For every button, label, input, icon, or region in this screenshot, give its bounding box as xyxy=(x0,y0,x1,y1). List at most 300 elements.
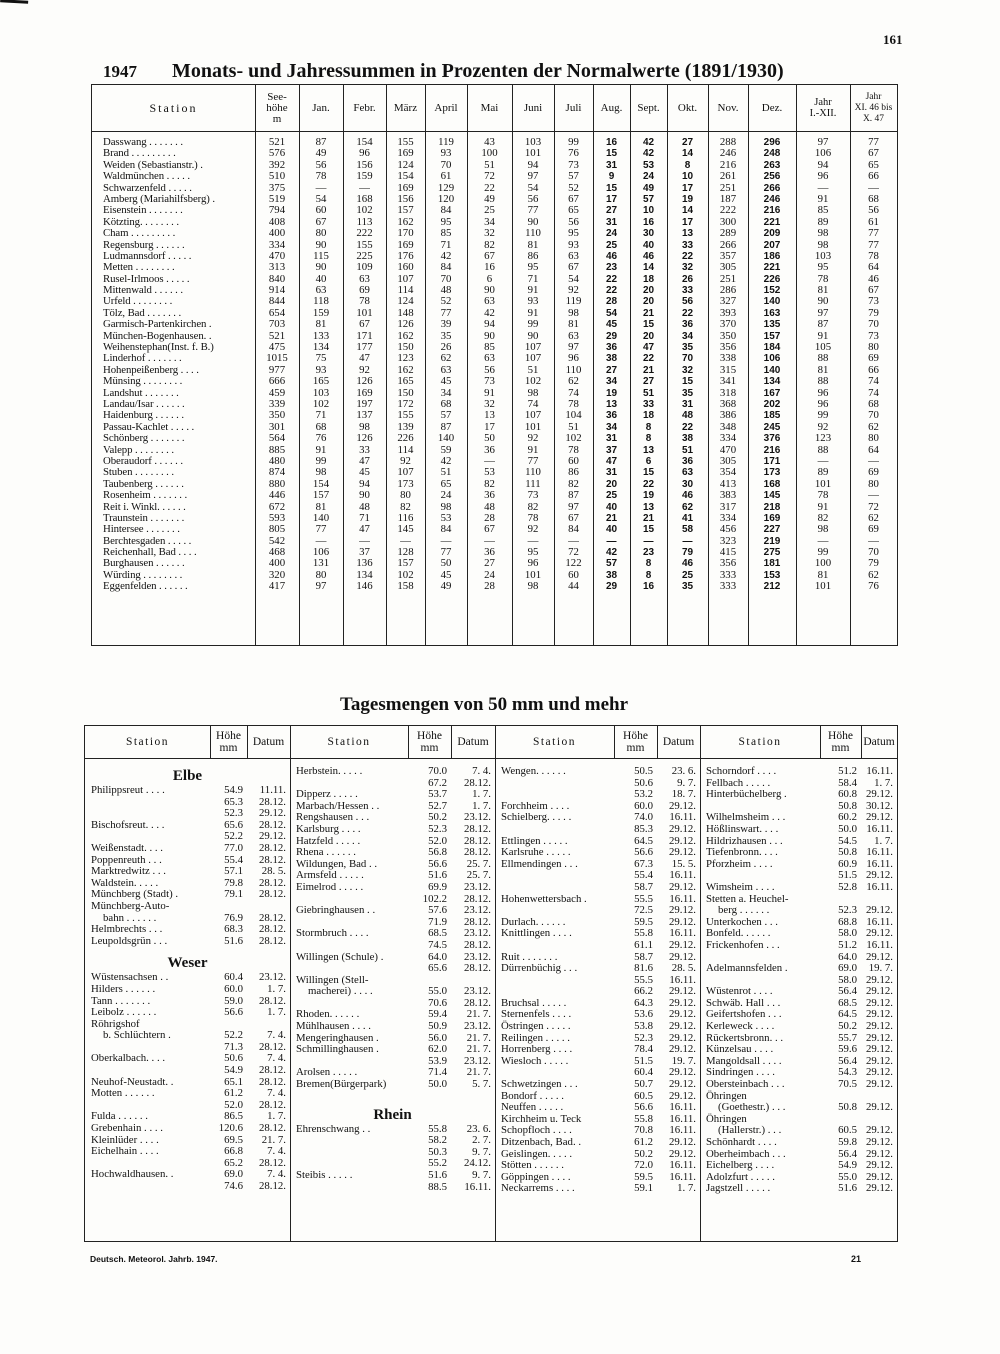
station-name: Bondorf . . . . . xyxy=(501,1089,564,1102)
cell-value: 73 xyxy=(868,329,879,342)
header-nov: Nov. xyxy=(717,101,739,114)
station-name: Karlsburg . . . . xyxy=(296,822,361,835)
date: 28.12. xyxy=(259,911,286,924)
cell-value: 107 xyxy=(524,409,542,422)
cell-value: 21 xyxy=(642,364,655,376)
cell-value: 124 xyxy=(397,295,414,308)
station-name: Herbstein. . . . . xyxy=(296,765,363,777)
cell-value: 156 xyxy=(356,158,373,171)
cell-value: 97 xyxy=(568,500,579,513)
station-name: Adolzfurt . . . . . xyxy=(706,1170,775,1183)
cell-value: 350 xyxy=(268,409,286,422)
date: 28.12. xyxy=(259,1180,286,1192)
daily-entry xyxy=(290,1099,495,1107)
amount-mm: 64.0 xyxy=(428,950,447,963)
cell-value: 22 xyxy=(681,250,694,262)
cell-value: 106 xyxy=(763,353,781,365)
date: 28.12. xyxy=(464,776,491,789)
cell-value: 119 xyxy=(438,136,454,148)
cell-value: 354 xyxy=(719,466,737,479)
cell-value: 70 xyxy=(868,318,879,331)
cell-value: 114 xyxy=(397,443,414,456)
daily-entry xyxy=(495,1137,700,1149)
cell-value: 53 xyxy=(484,466,495,479)
daily-entry xyxy=(290,1079,495,1091)
river-section-heading xyxy=(85,768,290,785)
station-name: Kötzting. . . . . . . . xyxy=(103,215,179,228)
date: 29.12. xyxy=(866,1159,893,1172)
cell-value: — xyxy=(643,535,654,547)
cell-value: 171 xyxy=(356,329,373,342)
amount-mm: 55.5 xyxy=(634,892,653,905)
amount-mm: 76.9 xyxy=(224,911,243,924)
amount-mm: 68.5 xyxy=(428,927,447,940)
cell-value: 169 xyxy=(397,238,414,251)
cell-value: 91 xyxy=(817,192,829,205)
amount-mm: 56.6 xyxy=(428,857,447,870)
date: 29.12. xyxy=(866,1066,893,1079)
cell-value: 139 xyxy=(397,420,414,433)
cell-value: 111 xyxy=(525,477,541,490)
station-row xyxy=(92,228,897,239)
amount-mm: 51.6 xyxy=(428,1169,447,1181)
cell-value: 10 xyxy=(642,205,655,217)
station-name: Schopfloch . . . . xyxy=(501,1124,572,1137)
station-row xyxy=(92,524,897,535)
cell-value: 42 xyxy=(642,148,655,160)
cell-value: 666 xyxy=(268,375,286,388)
cell-value: 113 xyxy=(356,215,373,228)
station-row xyxy=(92,433,897,444)
cell-value: 95 xyxy=(527,546,539,559)
cell-value: 15 xyxy=(681,376,694,388)
cell-value: 54 xyxy=(315,192,327,205)
cell-value: 92 xyxy=(359,363,370,376)
amount-mm: 51.6 xyxy=(428,869,447,882)
cell-value: 148 xyxy=(397,306,414,319)
cell-value: 510 xyxy=(268,170,286,183)
cell-value: 78 xyxy=(568,443,579,456)
cell-value: 98 xyxy=(527,386,539,399)
cell-value: 56 xyxy=(527,192,539,205)
cell-value: 97 xyxy=(568,341,579,354)
amount-mm: 60.9 xyxy=(838,857,857,870)
cell-value: 77 xyxy=(440,546,452,559)
monthly-percent-table xyxy=(91,84,898,646)
cell-value: 102 xyxy=(565,432,582,445)
cell-value: 54 xyxy=(568,272,579,285)
cell-value: 67 xyxy=(484,523,495,536)
station-name: Waldstein. . . . . xyxy=(91,876,159,889)
cell-value: 98 xyxy=(527,580,539,593)
cell-value: 15 xyxy=(642,524,655,536)
date: 29.12. xyxy=(669,904,696,917)
cell-value: 36 xyxy=(681,455,694,467)
cell-value: 805 xyxy=(268,523,286,536)
cell-value: 36 xyxy=(484,443,495,456)
date: 28.12. xyxy=(464,915,491,928)
amount-mm: 72.5 xyxy=(634,904,653,917)
cell-value: 56 xyxy=(484,363,495,376)
station-name: Eichelberg . . . . xyxy=(706,1159,775,1172)
footer-page-number: 21 xyxy=(851,1254,862,1264)
cell-value: 50 xyxy=(440,557,452,570)
daily-entry xyxy=(290,905,495,917)
column-rule xyxy=(247,726,248,758)
station-name: Arolsen . . . . . xyxy=(296,1066,358,1079)
station-name: Röhrigshof xyxy=(91,1017,140,1030)
cell-value: 60 xyxy=(315,204,327,217)
date: 16.11. xyxy=(669,811,696,824)
cell-value: 480 xyxy=(268,454,286,467)
cell-value: 110 xyxy=(525,227,541,240)
cell-value: 101 xyxy=(356,306,373,319)
date: 23.12. xyxy=(464,1020,491,1033)
daily-entry xyxy=(700,882,897,894)
cell-value: — xyxy=(527,534,539,547)
cell-value: 78 xyxy=(359,295,370,308)
cell-value: 77 xyxy=(440,306,452,319)
date: 16.11. xyxy=(669,1124,696,1137)
date: 16.11. xyxy=(866,938,893,951)
cell-value: 53 xyxy=(440,511,452,524)
date: 28.12. xyxy=(464,846,491,859)
header-mar: März xyxy=(393,101,418,114)
date: 9. 7. xyxy=(472,1145,491,1158)
cell-value: 21 xyxy=(642,512,655,524)
amount-mm: 53.2 xyxy=(634,788,653,801)
cell-value: 74 xyxy=(568,386,579,399)
cell-value: 32 xyxy=(484,227,495,240)
cell-value: 20 xyxy=(642,330,655,342)
amount-mm: 53.6 xyxy=(634,1008,653,1021)
station-name: Pforzheim . . . . xyxy=(706,857,773,870)
daily-entry xyxy=(290,1170,495,1182)
station-name: Östringen . . . . . xyxy=(501,1020,571,1033)
cell-value: 46 xyxy=(642,250,655,262)
station-name: Hildrizhausen . . . xyxy=(706,834,783,847)
station-name: Oberaudorf . . . . . . xyxy=(103,454,183,467)
cell-value: 42 xyxy=(440,454,452,467)
station-name: Rhoden. . . . . . xyxy=(296,1008,360,1021)
amount-mm: 66.2 xyxy=(634,985,653,998)
amount-mm: 68.5 xyxy=(838,996,857,1009)
cell-value: 218 xyxy=(763,501,781,513)
amount-mm: 69.5 xyxy=(224,1133,243,1146)
cell-value: 48 xyxy=(484,500,495,513)
cell-value: 77 xyxy=(868,238,879,251)
date: 1. 7. xyxy=(267,982,286,995)
cell-value: 21 xyxy=(642,307,655,319)
cell-value: 84 xyxy=(568,523,579,536)
date: 29.12. xyxy=(866,996,893,1009)
column-rule xyxy=(343,85,344,645)
date: 16.11. xyxy=(866,857,893,870)
date: 7. 4. xyxy=(472,765,491,777)
amount-mm: 59.5 xyxy=(634,1170,653,1183)
cell-value: 44 xyxy=(568,580,579,593)
cell-value: 56 xyxy=(868,204,879,217)
station-name: Weißenstadt. . . . xyxy=(91,841,163,854)
cell-value: 14 xyxy=(681,205,694,217)
amount-mm: 56.4 xyxy=(838,1147,857,1160)
cell-value: 176 xyxy=(397,249,414,262)
cell-value: 51 xyxy=(484,158,495,171)
date: 30.12. xyxy=(866,799,893,812)
cell-value: 82 xyxy=(484,477,495,490)
cell-value: 186 xyxy=(763,250,781,262)
daily-entry xyxy=(290,940,495,952)
cell-value: 16 xyxy=(484,261,495,274)
cell-value: 34 xyxy=(605,421,618,433)
date: 29.12. xyxy=(866,1170,893,1183)
amount-mm: 54.9 xyxy=(838,1159,857,1172)
header-dez: Dez. xyxy=(761,101,783,114)
daily-entry xyxy=(700,766,897,778)
date: 23. 6. xyxy=(466,1122,491,1135)
cell-value: 63 xyxy=(440,363,452,376)
station-name: Weihenstephan(Inst. f. B.) xyxy=(103,341,214,354)
date: 29.12. xyxy=(866,1101,893,1114)
date: 23.12. xyxy=(464,950,491,963)
date: 1. 7. xyxy=(874,776,893,789)
cell-value: 102 xyxy=(397,568,414,581)
cell-value: 333 xyxy=(719,568,737,581)
cell-value: 47 xyxy=(605,455,618,467)
date: 28.12. xyxy=(259,876,286,889)
cell-value: 81 xyxy=(817,363,829,376)
station-name: Haidenburg . . . . . . xyxy=(103,409,184,422)
station-name: Berchtesgaden . . . . . xyxy=(103,534,192,547)
amount-mm: 79.1 xyxy=(224,888,243,901)
cell-value: 128 xyxy=(397,546,414,559)
cell-value: 305 xyxy=(719,454,737,467)
station-name: Frickenhofen . . . xyxy=(706,938,780,951)
date: 28.12. xyxy=(259,841,286,854)
date: 29.12. xyxy=(669,996,696,1009)
cell-value: 446 xyxy=(268,489,286,502)
cell-value: 266 xyxy=(719,238,737,251)
cell-value: 38 xyxy=(681,433,694,445)
cell-value: 82 xyxy=(484,238,495,251)
station-column-1 xyxy=(85,768,290,1193)
cell-value: 17 xyxy=(484,420,495,433)
header-jun: Juni xyxy=(523,101,543,114)
cell-value: 172 xyxy=(397,397,414,410)
cell-value: 305 xyxy=(719,261,737,274)
cell-value: 126 xyxy=(397,318,414,331)
cell-value: 72 xyxy=(868,500,879,513)
cell-value: 29 xyxy=(605,581,618,593)
date: 16.11. xyxy=(866,880,893,893)
column-rule xyxy=(299,85,300,645)
cell-value: 16 xyxy=(605,137,618,148)
cell-value: 95 xyxy=(527,261,539,274)
column-rule xyxy=(593,85,594,645)
header-jahr1: Jahr I.-XII. xyxy=(809,97,837,119)
date: 28.12. xyxy=(259,1156,286,1169)
cell-value: 98 xyxy=(359,420,370,433)
cell-value: 96 xyxy=(817,386,829,399)
cell-value: 78 xyxy=(868,249,879,262)
date: 1. 7. xyxy=(874,834,893,847)
cell-value: 71 xyxy=(315,409,327,422)
station-name: Reilingen . . . . . xyxy=(501,1031,570,1044)
date: 29.12. xyxy=(866,973,893,986)
cell-value: 97 xyxy=(817,136,829,148)
cell-value: 348 xyxy=(719,420,737,433)
date: 29.12. xyxy=(866,1078,893,1091)
amount-mm: 55.4 xyxy=(224,853,243,866)
cell-value: 15 xyxy=(642,319,655,331)
cell-value: 98 xyxy=(817,523,829,536)
cell-value: 129 xyxy=(437,181,455,194)
cell-value: 162 xyxy=(397,215,414,228)
date: 16.11. xyxy=(669,1159,696,1172)
station-name: (Goethestr.) . . . xyxy=(718,1101,786,1114)
cell-value: 10 xyxy=(681,171,694,183)
cell-value: 36 xyxy=(681,319,694,331)
cell-value: 415 xyxy=(719,546,737,559)
cell-value: 339 xyxy=(268,397,286,410)
cell-value: 338 xyxy=(719,352,737,365)
cell-value: 107 xyxy=(524,341,542,354)
cell-value: 18 xyxy=(642,410,655,422)
date: 18. 7. xyxy=(671,788,696,801)
date: 1. 7. xyxy=(472,788,491,801)
cell-value: — xyxy=(359,534,370,547)
cell-value: 31 xyxy=(605,216,618,228)
cell-value: 51 xyxy=(440,466,452,479)
header-station: Station xyxy=(532,736,577,748)
amount-mm: 67.3 xyxy=(634,857,653,870)
station-name: Grebenhain . . . . xyxy=(91,1122,163,1135)
cell-value: 169 xyxy=(397,147,414,160)
daily-entry xyxy=(495,778,700,790)
cell-value: 102 xyxy=(312,397,330,410)
station-name: München-Bogenhausen. . xyxy=(103,329,212,342)
cell-value: 475 xyxy=(268,341,286,354)
date: 28.12. xyxy=(464,834,491,847)
amount-mm: 50.2 xyxy=(634,1147,653,1160)
cell-value: 593 xyxy=(268,511,286,524)
amount-mm: 85.3 xyxy=(634,822,653,835)
station-name: Wengen. . . . . . xyxy=(501,765,566,777)
cell-value: 95 xyxy=(817,261,829,274)
cell-value: 95 xyxy=(568,227,579,240)
cell-value: 251 xyxy=(719,181,737,194)
cell-value: 202 xyxy=(763,398,781,410)
cell-value: 376 xyxy=(763,433,781,445)
cell-value: 79 xyxy=(868,306,879,319)
cell-value: 99 xyxy=(568,136,579,148)
cell-value: 62 xyxy=(568,375,579,388)
cell-value: 77 xyxy=(527,204,539,217)
cell-value: 17 xyxy=(605,193,618,205)
station-name: Neckarrems . . . . xyxy=(501,1182,575,1195)
station-name: Würding . . . . . . . . xyxy=(103,568,183,581)
amount-mm: 60.0 xyxy=(634,799,653,812)
station-name: Mühlhausen . . . . xyxy=(296,1020,371,1033)
cell-value: 222 xyxy=(719,204,737,217)
date: 28.12. xyxy=(259,994,286,1007)
cell-value: 57 xyxy=(440,409,452,422)
cell-value: 30 xyxy=(681,478,694,490)
cell-value: 80 xyxy=(868,341,879,354)
amount-mm: 77.0 xyxy=(224,841,243,854)
cell-value: 100 xyxy=(814,557,832,570)
cell-value: 8 xyxy=(684,159,691,171)
cell-value: — xyxy=(359,181,370,194)
cell-value: 15 xyxy=(642,467,655,479)
cell-value: 67 xyxy=(359,318,370,331)
amount-mm: 60.5 xyxy=(634,1089,653,1102)
page-title: Monats- und Jahressummen in Prozenten der Normalwerte (1891/1930) xyxy=(172,60,784,82)
cell-value: 221 xyxy=(763,262,781,274)
cell-value: 76 xyxy=(315,432,327,445)
daily-entry xyxy=(85,843,290,855)
date: 29.12. xyxy=(866,1031,893,1044)
amount-mm: 60.0 xyxy=(224,982,243,995)
amount-mm: 56.4 xyxy=(838,1054,857,1067)
cell-value: 140 xyxy=(763,296,781,308)
station-name: Forchheim . . . . xyxy=(501,799,570,812)
cell-value: 73 xyxy=(868,295,879,308)
station-name: Ruit . . . . . . . xyxy=(501,950,558,963)
cell-value: 23 xyxy=(605,262,618,274)
cell-value: 157 xyxy=(763,330,781,342)
cell-value: 184 xyxy=(763,342,781,354)
header-station: Station xyxy=(149,100,198,115)
cell-value: 118 xyxy=(313,295,329,308)
cell-value: 79 xyxy=(681,547,694,559)
date: 28.12. xyxy=(259,795,286,808)
daily-entry xyxy=(290,1091,495,1099)
daily-entry xyxy=(495,963,700,975)
station-name: Steibis . . . . . xyxy=(296,1169,353,1181)
amount-mm: 55.7 xyxy=(838,1031,857,1044)
cell-value: 45 xyxy=(440,568,452,581)
cell-value: 165 xyxy=(312,375,330,388)
station-name: Ettlingen . . . . . xyxy=(501,834,568,847)
cell-value: 74 xyxy=(527,397,539,410)
cell-value: 81 xyxy=(817,284,829,297)
river-section-heading xyxy=(290,1107,495,1124)
cell-value: 99 xyxy=(527,318,539,331)
station-name: Tölz, Bad . . . . . . . xyxy=(103,306,182,319)
cell-value: 27 xyxy=(484,557,495,570)
cell-value: 521 xyxy=(268,136,286,148)
date: 16.11. xyxy=(866,765,893,777)
cell-value: 67 xyxy=(315,215,327,228)
cell-value: 41 xyxy=(681,512,694,524)
cell-value: 76 xyxy=(568,147,579,160)
date: 29.12. xyxy=(669,880,696,893)
amount-mm: 51.2 xyxy=(838,765,857,777)
date: 29.12. xyxy=(669,1043,696,1056)
station-name: Münchberg (Stadt) . xyxy=(91,888,179,901)
cell-value: 92 xyxy=(568,284,579,297)
station-name: Hößlinswart. . . . xyxy=(706,822,779,835)
amount-mm: 52.0 xyxy=(224,1098,243,1111)
date: 29.12. xyxy=(669,1147,696,1160)
cell-value: 28 xyxy=(484,511,495,524)
daily-entry xyxy=(700,824,897,836)
cell-value: 216 xyxy=(763,205,781,217)
cell-value: 216 xyxy=(763,444,781,456)
cell-value: 162 xyxy=(397,329,414,342)
cell-value: 468 xyxy=(268,546,286,559)
